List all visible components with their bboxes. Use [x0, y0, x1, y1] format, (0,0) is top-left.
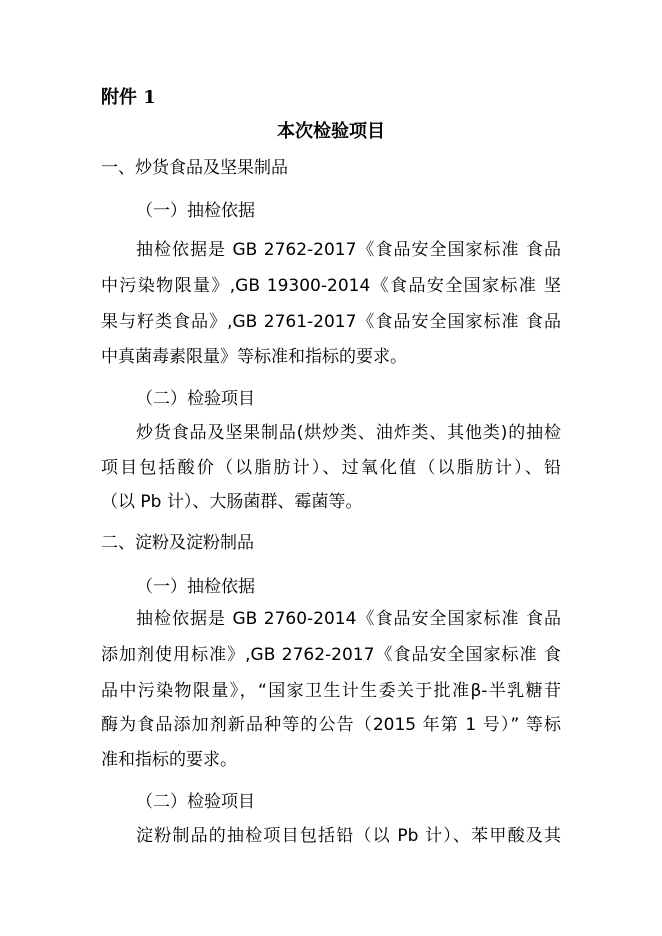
attachment-label: 附件 1	[101, 87, 156, 108]
section-1-basis-line-1: 抽检依据是 GB 2762-2017《食品安全国家标准 食品	[136, 240, 561, 260]
section-2-items-subheading: （二）检验项目	[136, 792, 255, 812]
section-1-basis-line-4: 中真菌毒素限量》等标准和指标的要求。	[101, 347, 407, 367]
section-2-basis-line-4: 酶为食品添加剂新品种等的公告（2015 年第 1 号）” 等标	[101, 715, 561, 735]
document-title: 本次检验项目	[277, 121, 385, 142]
section-2-basis-line-2: 添加剂使用标准》,GB 2762-2017《食品安全国家标准 食	[101, 645, 561, 665]
section-2-items-line-1: 淀粉制品的抽检项目包括铅（以 Pb 计）、苯甲酸及其	[136, 826, 561, 846]
section-1-items-line-3: （以 Pb 计）、大肠菌群、霉菌等。	[101, 492, 363, 512]
section-2-basis-line-3: 品中污染物限量》，“国家卫生计生委关于批准β-半乳糖苷	[101, 681, 561, 701]
section-2-basis-line-1: 抽检依据是 GB 2760-2014《食品安全国家标准 食品	[136, 609, 561, 629]
section-1-items-line-1: 炒货食品及坚果制品(烘炒类、油炸类、其他类)的抽检	[136, 423, 561, 443]
section-1-basis-line-2: 中污染物限量》,GB 19300-2014《食品安全国家标准 坚	[101, 276, 561, 296]
section-1-basis-line-3: 果与籽类食品》,GB 2761-2017《食品安全国家标准 食品	[101, 312, 561, 332]
section-1-items-line-2: 项目包括酸价（以脂肪计）、过氧化值（以脂肪计）、铅	[101, 458, 561, 478]
section-2-basis-subheading: （一）抽检依据	[136, 577, 255, 597]
section-2-basis-line-5: 准和指标的要求。	[101, 750, 237, 770]
section-1-items-subheading: （二）检验项目	[136, 389, 255, 409]
section-1-basis-subheading: （一）抽检依据	[136, 201, 255, 221]
section-2-heading: 二、淀粉及淀粉制品	[101, 533, 254, 553]
section-1-heading: 一、炒货食品及坚果制品	[101, 158, 288, 178]
